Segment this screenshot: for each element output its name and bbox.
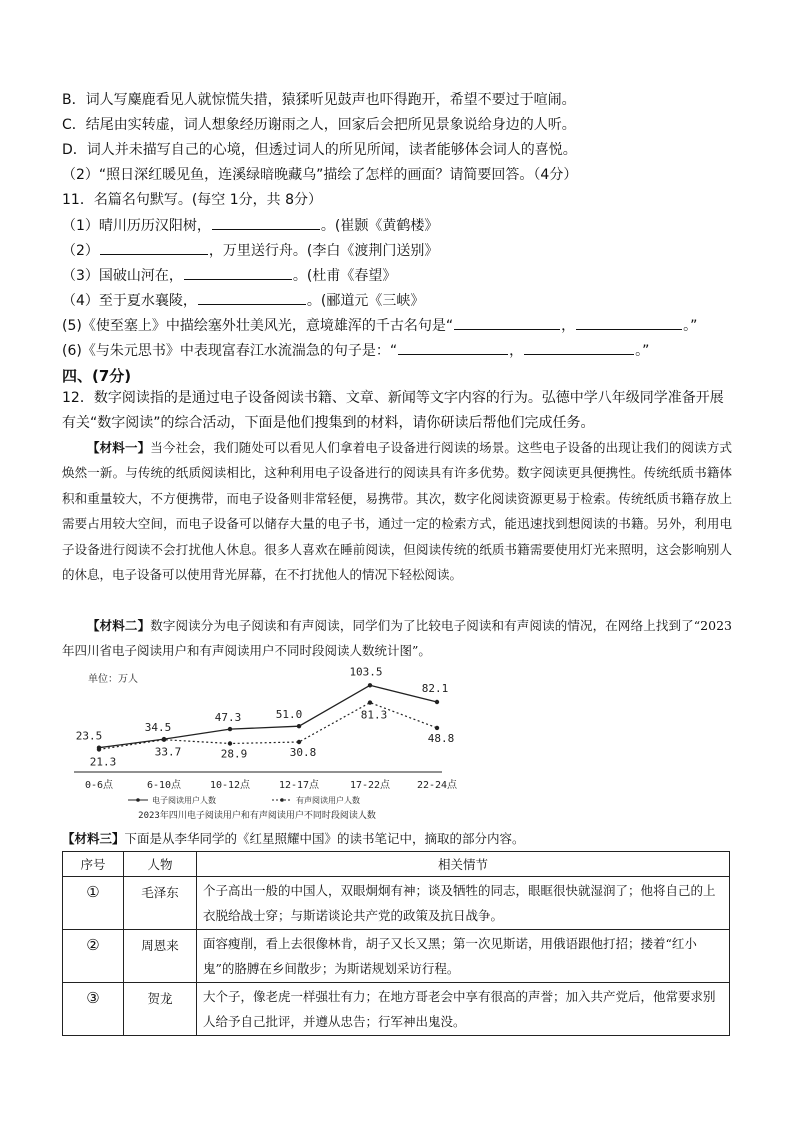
header-number: 序号 [63,852,124,877]
q11-item-5-pre: (5)《使至塞上》中描绘塞外壮美风光，意境雄浑的千古名句是“ [62,318,454,334]
electronic-data-label: 82.1 [421,682,449,695]
material-3-text: 下面是从李华同学的《红星照耀中国》的读书笔记中，摘取的部分内容。 [124,831,525,846]
electronic-data-point [297,724,301,728]
table-row [63,877,730,930]
q11-item-3-pre: （3）国破山河在， [62,268,183,284]
q11-item-3 [62,265,396,286]
chart-caption: 2023年四川电子阅读用户和有声阅读用户不同时段阅读人数 [138,811,376,821]
x-tick-label: 17-22点 [349,780,391,791]
audio-data-label: 48.8 [427,731,455,745]
material-2-text: 数字阅读分为电子阅读和有声阅读，同学们为了比较电子阅读和有声阅读的情况，在网络上找到了“2023年四川省电子阅读用户和有声阅读用户不同时段阅读人数统计图”。 [62,618,732,659]
row-detail: 面容瘦削，看上去很像林肯，胡子又长又黑；第一次见斯诺，用俄语跟他打招；搂着“红小鬼”的胳膊在乡间散步；为斯诺规划采访行程。 [197,930,730,983]
legend-audio-marker [280,798,284,802]
option-d: D．词人并未描写自己的心境，但透过词人的所见所闻，读者能够体会词人的喜悦。 [62,142,577,158]
option-c: C．结尾由实转虚，词人想象经历谢雨之人，回家后会把所见景象说给身边的人听。 [62,117,576,133]
material-2 [62,613,732,664]
table-row [63,930,730,983]
q11-item-5-post: 。” [683,318,698,334]
x-tick-label: 12-17点 [278,780,320,791]
q11-item-2-post: ，万里送行舟。(李白《渡荆门送别》 [208,243,439,259]
material-2-label: 【材料二】 [87,618,151,633]
x-tick-label: 22-24点 [416,780,458,791]
x-tick-label: 10-12点 [209,780,251,791]
q11-item-5-mid: ， [561,318,576,334]
option-b: B．词人写麋鹿看见人就惊慌失措，猿猱听见鼓声也吓得跑开，希望不要过于喧闹。 [62,92,576,108]
electronic-data-label: 103.5 [349,665,383,679]
audio-data-point [297,740,301,744]
material-3 [62,826,732,851]
audio-data-point [228,741,232,745]
q11-item-3-post: 。(杜甫《春望》 [292,268,397,284]
reading-users-line-chart [62,662,462,826]
q11-item-2 [62,240,438,261]
audio-data-point [435,726,439,730]
row-number: ① [63,877,124,930]
material-1-text: 当今社会，我们随处可以看见人们拿着电子设备进行阅读的场景。这些电子设备的出现让我们的阅读方式焕然一新。与传统的纸质阅读相比，这种利用电子设备进行的阅读具有许多优势。数字阅读更具便携性。传统纸质书籍体积和重量较大，不方便携带，而电子设备则非常轻便，易携带。其次，数字化阅读资源更易于检索。传统纸质书籍存放上需要占用较大空间，而电子设备可以储存大量的电子书，通过一定的检索方式，能迅速找到想阅读的书籍。另外，利用电子设备进行阅读不会打扰他人休息。很多人喜欢在睡前阅读，但阅读传统的纸质书籍需要使用灯光来照明，这会影响别人的休息，电子设备可以使用背光屏幕，在不打扰他人的情况下轻松阅读。 [62,440,732,583]
audio-data-point [162,738,166,742]
q11-item-6-pre: (6)《与朱元思书》中表现富春江水流湍急的句子是：“ [62,343,398,359]
electronic-data-point [435,700,439,704]
x-tick-label: 0-6点 [84,780,114,791]
q11-item-6-mid: ， [509,343,524,359]
material-1-label: 【材料一】 [87,440,151,455]
audio-data-label: 21.3 [89,755,117,769]
question-12-line-2: 有关“数字阅读”的综合活动，下面是他们搜集到的材料，请你研读后帮他们完成任务。 [62,415,595,431]
chart-unit-label: 单位：万人 [88,674,138,685]
audio-data-label: 28.9 [220,747,248,761]
material-3-label: 【材料三】 [62,831,125,846]
header-person: 人物 [124,852,197,877]
audio-data-label: 81.3 [360,708,388,722]
q11-item-6-post: 。” [635,343,650,359]
audio-data-label: 30.8 [289,746,317,759]
q11-item-5 [62,315,697,336]
electronic-data-point [368,683,372,687]
electronic-data-label: 23.5 [75,729,103,743]
q11-item-2-pre: （2） [62,243,99,259]
table-header-row [63,852,730,877]
legend-electronic-label: 电子阅读用户人数 [152,796,216,805]
header-detail: 相关情节 [197,852,730,877]
answer-blank[interactable] [100,240,208,255]
answer-blank[interactable] [398,340,508,355]
row-person: 周恩来 [124,930,197,983]
row-person: 毛泽东 [124,877,197,930]
answer-blank[interactable] [576,315,682,330]
audio-data-point [368,700,372,704]
legend-audio-label: 有声阅读用户人数 [296,796,360,805]
electronic-data-label: 51.0 [275,708,303,722]
section-heading-4: 四、(7分) [62,367,132,385]
table-row [63,983,730,1036]
audio-data-label: 33.7 [154,745,182,759]
row-detail: 大个子，像老虎一样强壮有力；在地方哥老会中享有很高的声誉；加入共产党后，他常要求别人给予自己批评，并遵从忠告；行军神出鬼没。 [197,983,730,1036]
x-tick-label: 6-10点 [146,780,182,791]
question-10-2: （2）“照日深红暖见鱼，连溪绿暗晚藏乌”描绘了怎样的画面？请简要回答。（4分） [62,167,578,183]
row-detail: 个子高出一般的中国人，双眼炯炯有神；谈及牺牲的同志，眼眶很快就湿润了；他将自己的上衣脱给战士穿；与斯诺谈论共产党的政策及抗日战争。 [197,877,730,930]
answer-blank[interactable] [524,340,634,355]
q11-item-6 [62,340,649,361]
q11-item-4 [62,290,424,311]
electronic-data-label: 47.3 [214,711,242,725]
reading-notes-table [62,851,730,1036]
answer-blank[interactable] [212,215,320,230]
answer-blank[interactable] [454,315,560,330]
q11-item-1 [62,215,438,236]
electronic-data-label: 34.5 [144,721,172,735]
electronic-data-point [228,727,232,731]
answer-blank[interactable] [184,265,292,280]
q11-item-1-pre: （1）晴川历历汉阳树， [62,218,211,234]
q11-item-1-post: 。(崔颢《黄鹤楼》 [320,218,439,234]
row-number: ③ [63,983,124,1036]
q11-item-4-pre: （4）至于夏水襄陵， [62,293,197,309]
material-1 [62,435,732,587]
question-12-line-1: 12．数字阅读指的是通过电子设备阅读书籍、文章、新闻等文字内容的行为。弘德中学八年级同学准备开展 [62,390,724,406]
q11-item-4-post: 。(郦道元《三峡》 [306,293,425,309]
audio-data-point [97,747,101,751]
question-11-title: 11．名篇名句默写。(每空 1分，共 8分） [62,192,322,208]
row-person: 贺龙 [124,983,197,1036]
row-number: ② [63,930,124,983]
legend-electronic-marker [136,798,140,802]
answer-blank[interactable] [198,290,306,305]
